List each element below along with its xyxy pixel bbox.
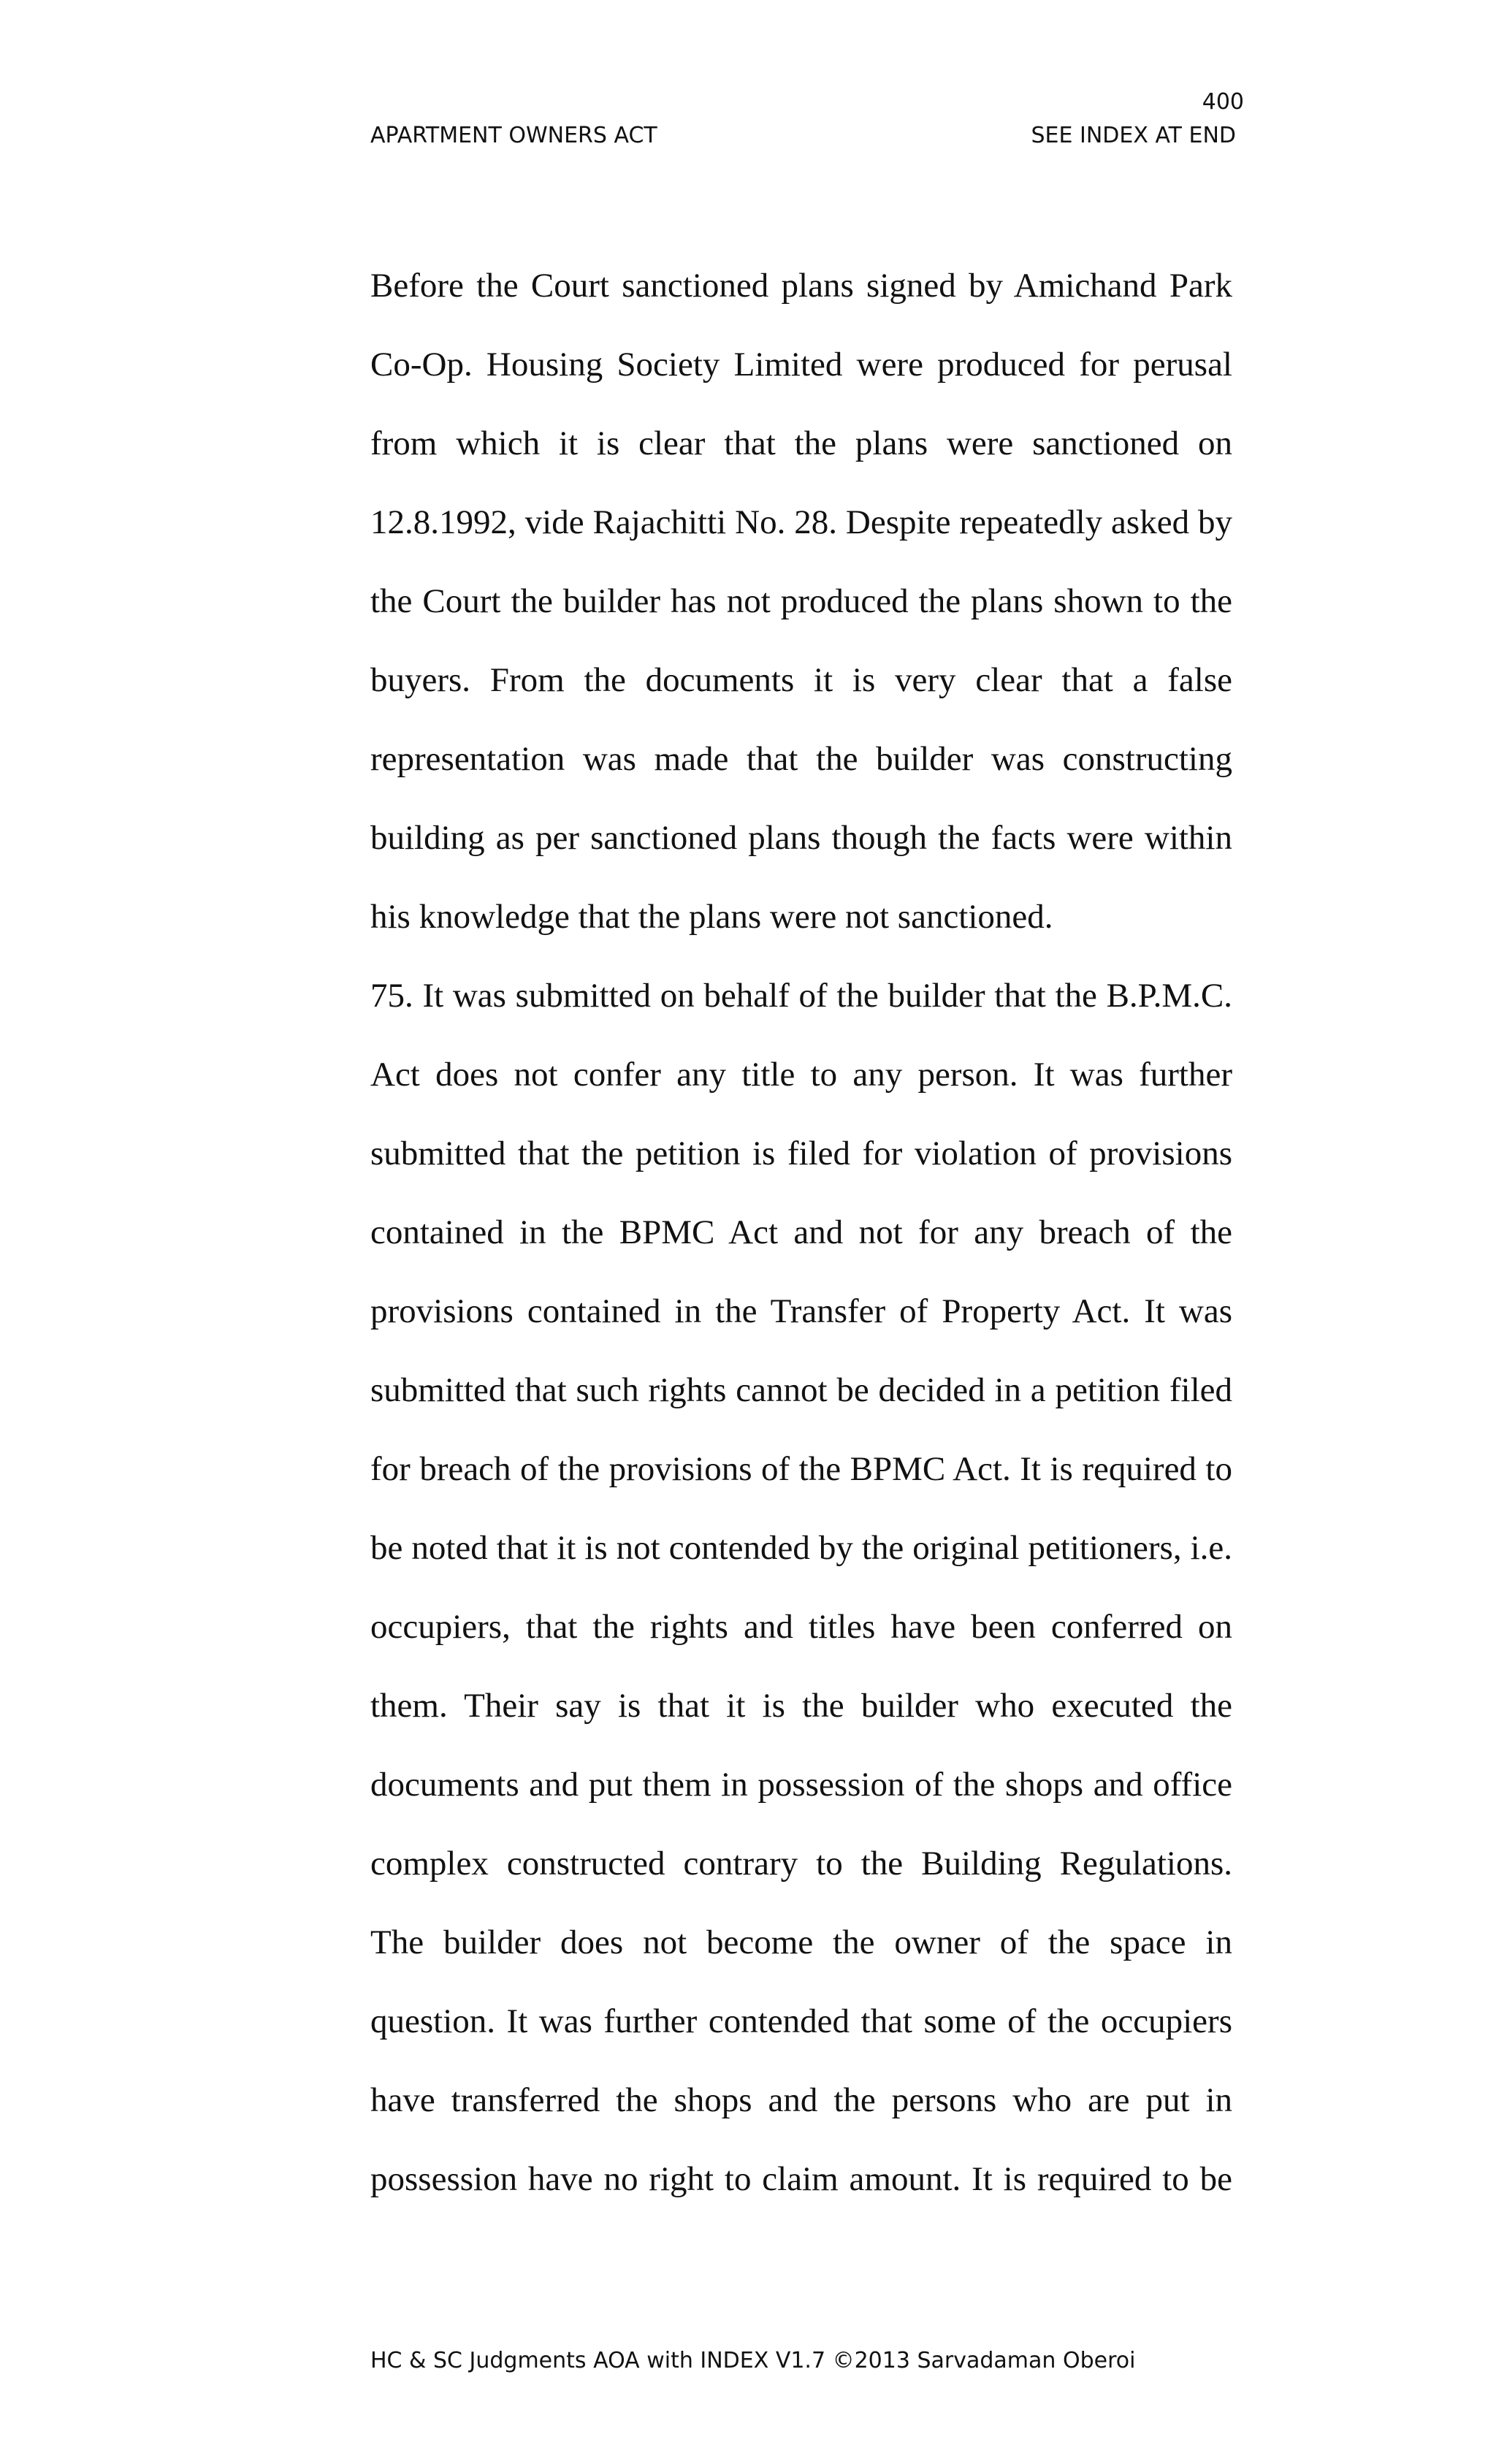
running-header-index-note: SEE INDEX AT END xyxy=(1031,123,1236,148)
text-line: be noted that it is not contended by the original petitioners, i.e. xyxy=(370,1529,1232,1567)
text-line: The builder does not become the owner of the space in xyxy=(370,1923,1232,1961)
text-line: submitted that such rights cannot be decided in a petition filed xyxy=(370,1371,1232,1409)
text-line: buyers. From the documents it is very clear that a false xyxy=(370,661,1232,699)
text-line: 12.8.1992, vide Rajachitti No. 28. Despite repeatedly asked by xyxy=(370,503,1232,541)
text-line: representation was made that the builder was constructing xyxy=(370,740,1232,778)
text-line: Before the Court sanctioned plans signed by Amichand Park xyxy=(370,267,1232,305)
text-line: the Court the builder has not produced the plans shown to the xyxy=(370,582,1232,620)
text-line: have transferred the shops and the persons who are put in xyxy=(370,2081,1232,2119)
page-footer: HC & SC Judgments AOA with INDEX V1.7 ©2013 Sarvadaman Oberoi xyxy=(370,2348,1136,2373)
text-line: documents and put them in possession of the shops and office xyxy=(370,1766,1232,1804)
text-line: from which it is clear that the plans were sanctioned on xyxy=(370,424,1232,462)
text-line: 75. It was submitted on behalf of the builder that the B.P.M.C. xyxy=(370,977,1232,1015)
text-line: Co-Op. Housing Society Limited were produced for perusal xyxy=(370,346,1232,384)
text-line: Act does not confer any title to any person. It was further xyxy=(370,1056,1232,1094)
text-line: provisions contained in the Transfer of Property Act. It was xyxy=(370,1292,1232,1330)
text-line: them. Their say is that it is the builder who executed the xyxy=(370,1687,1232,1725)
text-line: submitted that the petition is filed for violation of provisions xyxy=(370,1134,1232,1172)
text-line: building as per sanctioned plans though the facts were within xyxy=(370,819,1232,857)
document-body xyxy=(370,260,1232,2232)
text-line: his knowledge that the plans were not sanctioned. xyxy=(370,898,1053,936)
page-number: 400 xyxy=(1202,89,1244,115)
running-header-title: APARTMENT OWNERS ACT xyxy=(370,123,657,148)
text-line: contained in the BPMC Act and not for any breach of the xyxy=(370,1213,1232,1251)
text-line: occupiers, that the rights and titles have been conferred on xyxy=(370,1608,1232,1646)
text-line: possession have no right to claim amount. It is required to be xyxy=(370,2160,1232,2198)
text-line: for breach of the provisions of the BPMC Act. It is required to xyxy=(370,1450,1232,1488)
text-line: question. It was further contended that some of the occupiers xyxy=(370,2002,1232,2040)
text-line: complex constructed contrary to the Building Regulations. xyxy=(370,1845,1232,1883)
